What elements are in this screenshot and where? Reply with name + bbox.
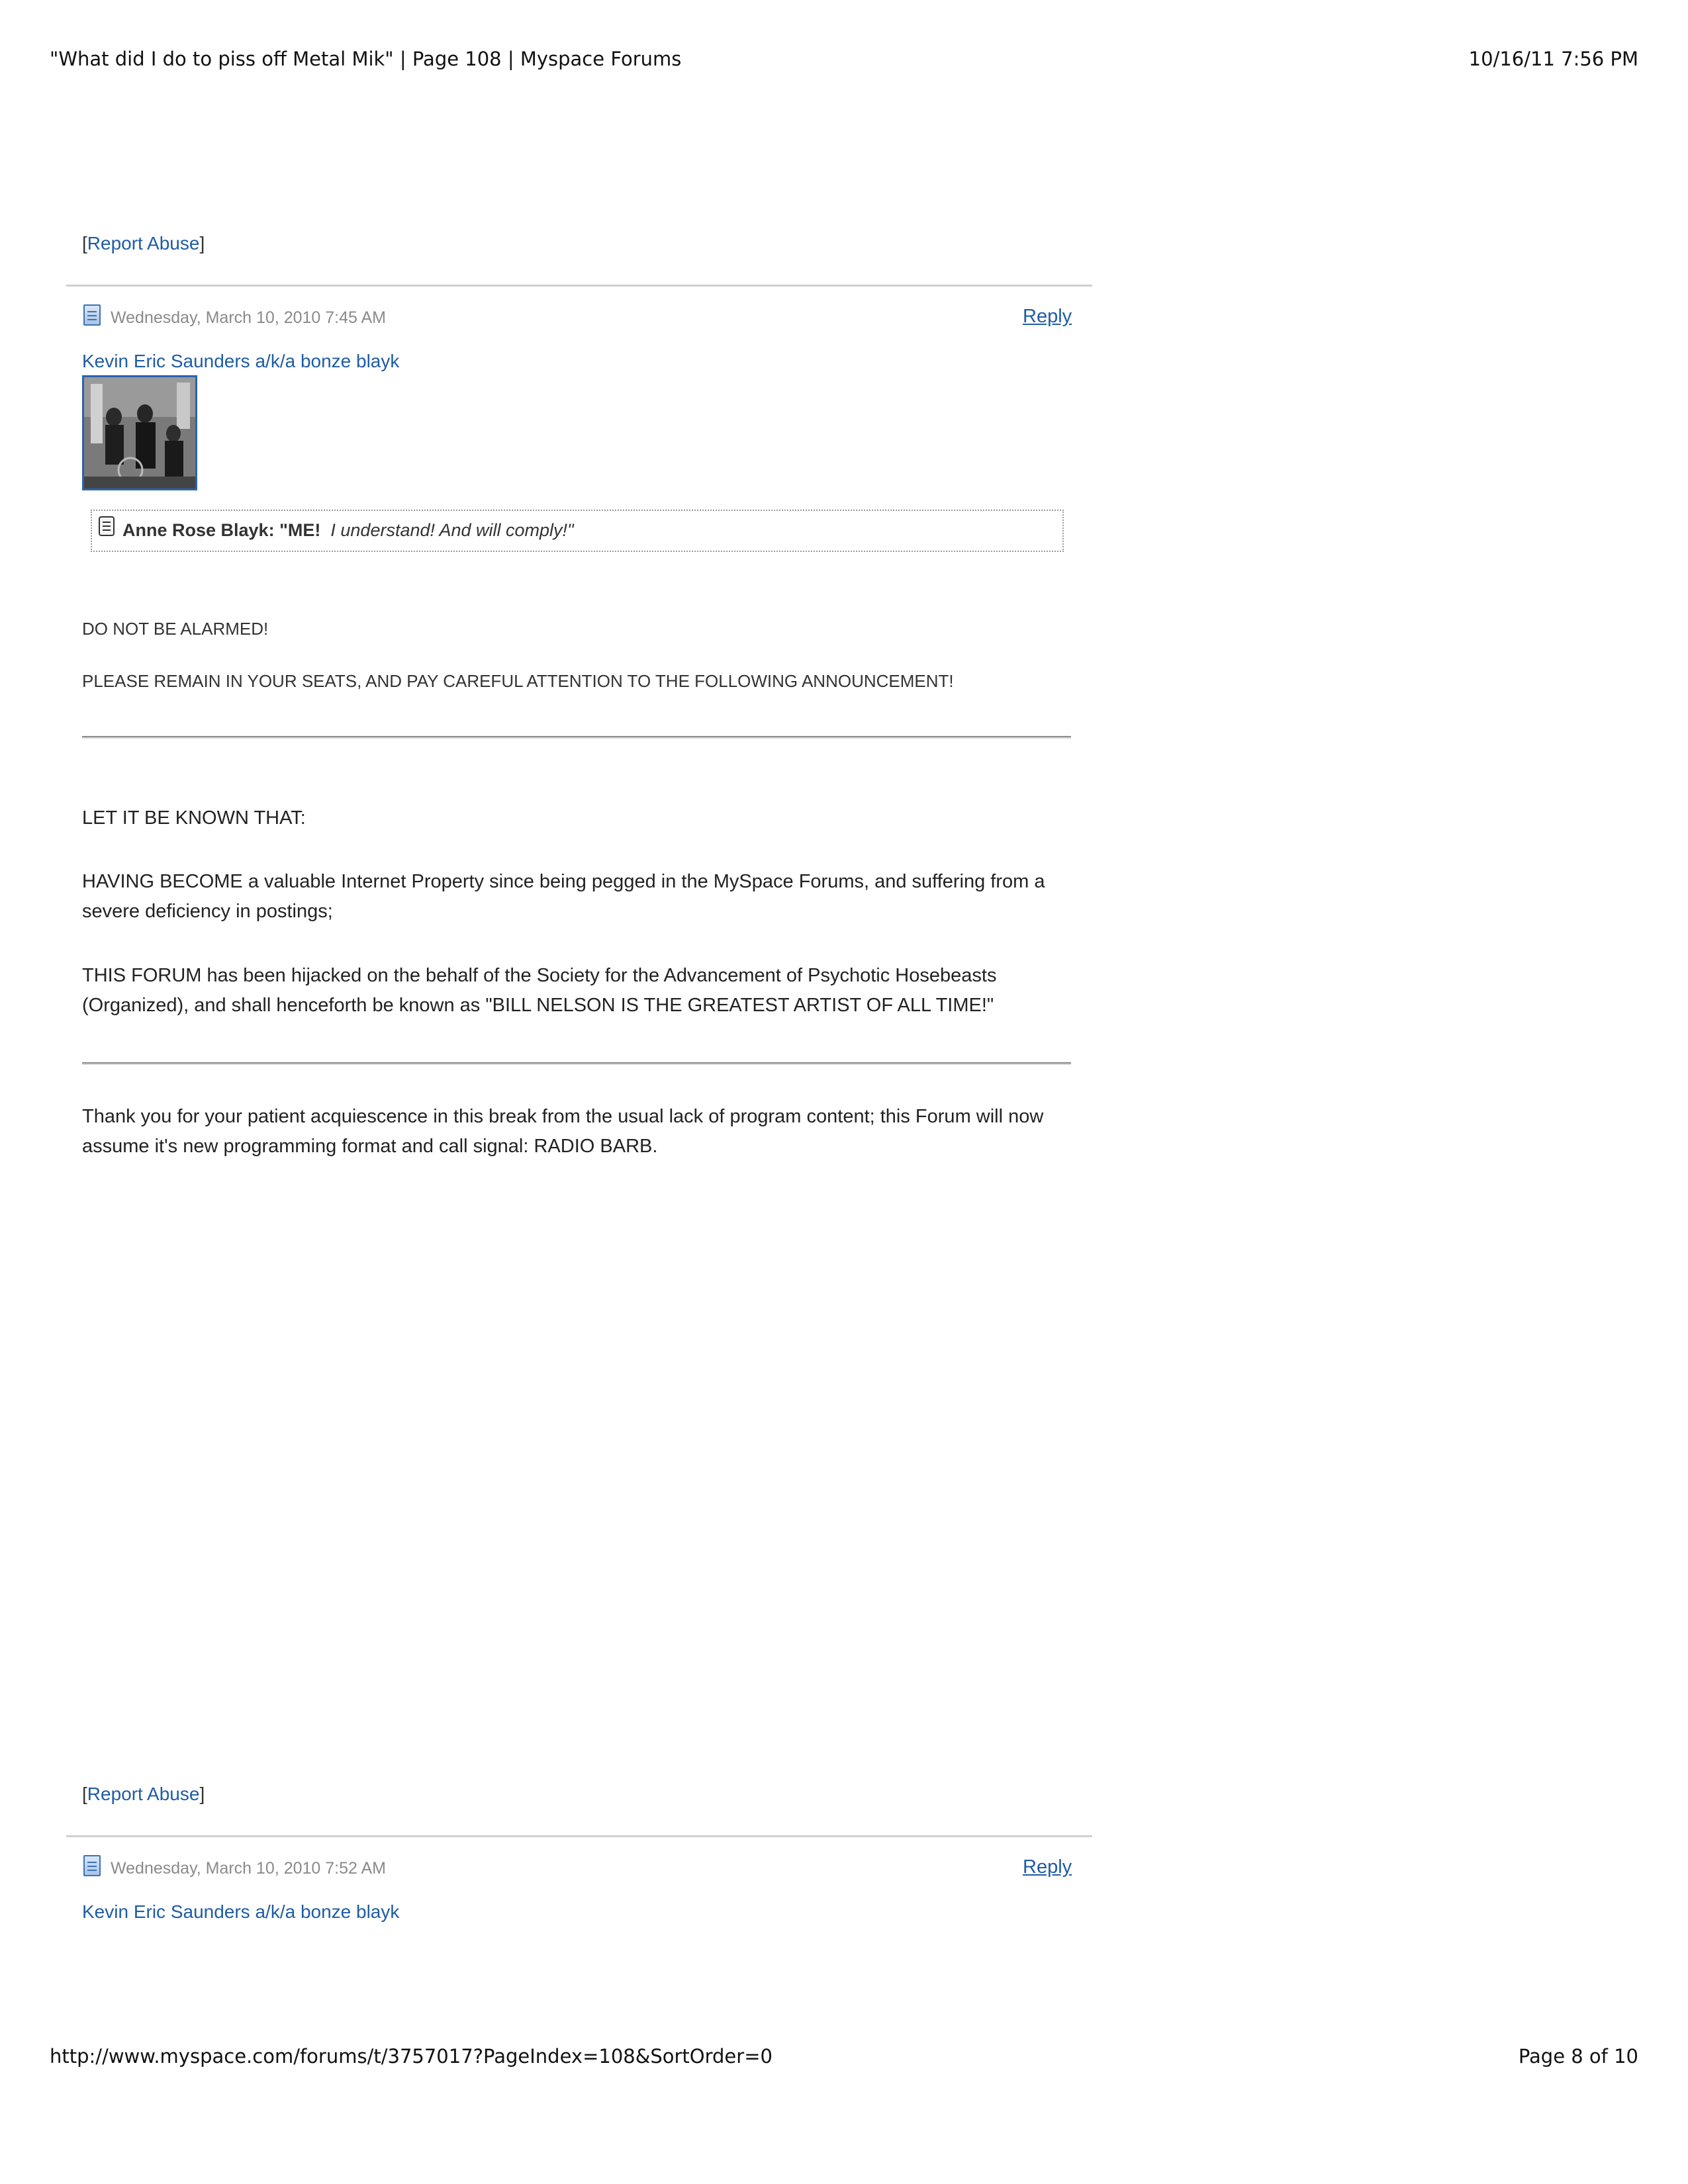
reply-button[interactable]: Reply [1023, 306, 1072, 327]
print-header [50, 48, 1638, 70]
print-page-number: Page 8 of 10 [1518, 2045, 1638, 2068]
post-line-announcement: PLEASE REMAIN IN YOUR SEATS, AND PAY CAREFUL ATTENTION TO THE FOLLOWING ANNOUNCEMENT! [82, 671, 954, 691]
post-divider [66, 1835, 1092, 1837]
avatar-photo [84, 377, 195, 488]
quote-text [122, 520, 574, 541]
print-footer [50, 2045, 1638, 2068]
post-line-alarm: DO NOT BE ALARMED! [82, 619, 269, 639]
report-abuse-link[interactable]: Report Abuse [87, 233, 200, 253]
quote-body: I understand! And will comply!" [330, 520, 574, 540]
report-abuse-2: [Report Abuse] [82, 1784, 205, 1804]
post-divider [66, 285, 1092, 287]
avatar[interactable] [82, 375, 197, 490]
post-hr [82, 736, 1071, 739]
post-paragraph: LET IT BE KNOWN THAT: [82, 807, 306, 829]
print-page-title: "What did I do to piss off Metal Mik" | Page 108 | Myspace Forums [50, 48, 682, 70]
author-link[interactable]: Kevin Eric Saunders a/k/a bonze blayk [82, 1901, 400, 1922]
post-date: Wednesday, March 10, 2010 7:45 AM [111, 308, 386, 327]
reply-button[interactable]: Reply [1023, 1856, 1072, 1878]
post-paragraph: THIS FORUM has been hijacked on the behalf of the Society for the Advancement of Psychotic Hosebeasts (Organized), and shall henceforth be known as "BILL NELSON IS THE GREATEST ARTIST OF ALL TIME!" [82, 965, 997, 1016]
quote-speaker: Anne Rose Blayk: "ME! [122, 520, 321, 540]
post-icon [83, 304, 101, 326]
print-url: http://www.myspace.com/forums/t/3757017?PageIndex=108&SortOrder=0 [50, 2045, 773, 2068]
print-timestamp: 10/16/11 7:56 PM [1468, 48, 1638, 70]
author-link[interactable]: Kevin Eric Saunders a/k/a bonze blayk [82, 351, 400, 371]
post-date: Wednesday, March 10, 2010 7:52 AM [111, 1859, 386, 1878]
quote-icon [99, 516, 115, 536]
post-icon [83, 1855, 101, 1876]
quote-box [91, 510, 1064, 552]
post-paragraph: Thank you for your patient acquiescence in this break from the usual lack of program content; this Forum will now assume it's new programming format and call signal: RADIO BARB. [82, 1106, 1044, 1157]
report-abuse-link[interactable]: Report Abuse [87, 1784, 200, 1804]
post-paragraph: HAVING BECOME a valuable Internet Property since being pegged in the MySpace Forums, and suffering from a severe deficiency in postings; [82, 871, 1045, 922]
post-hr [82, 1062, 1071, 1065]
report-abuse-1: [Report Abuse] [82, 233, 205, 253]
